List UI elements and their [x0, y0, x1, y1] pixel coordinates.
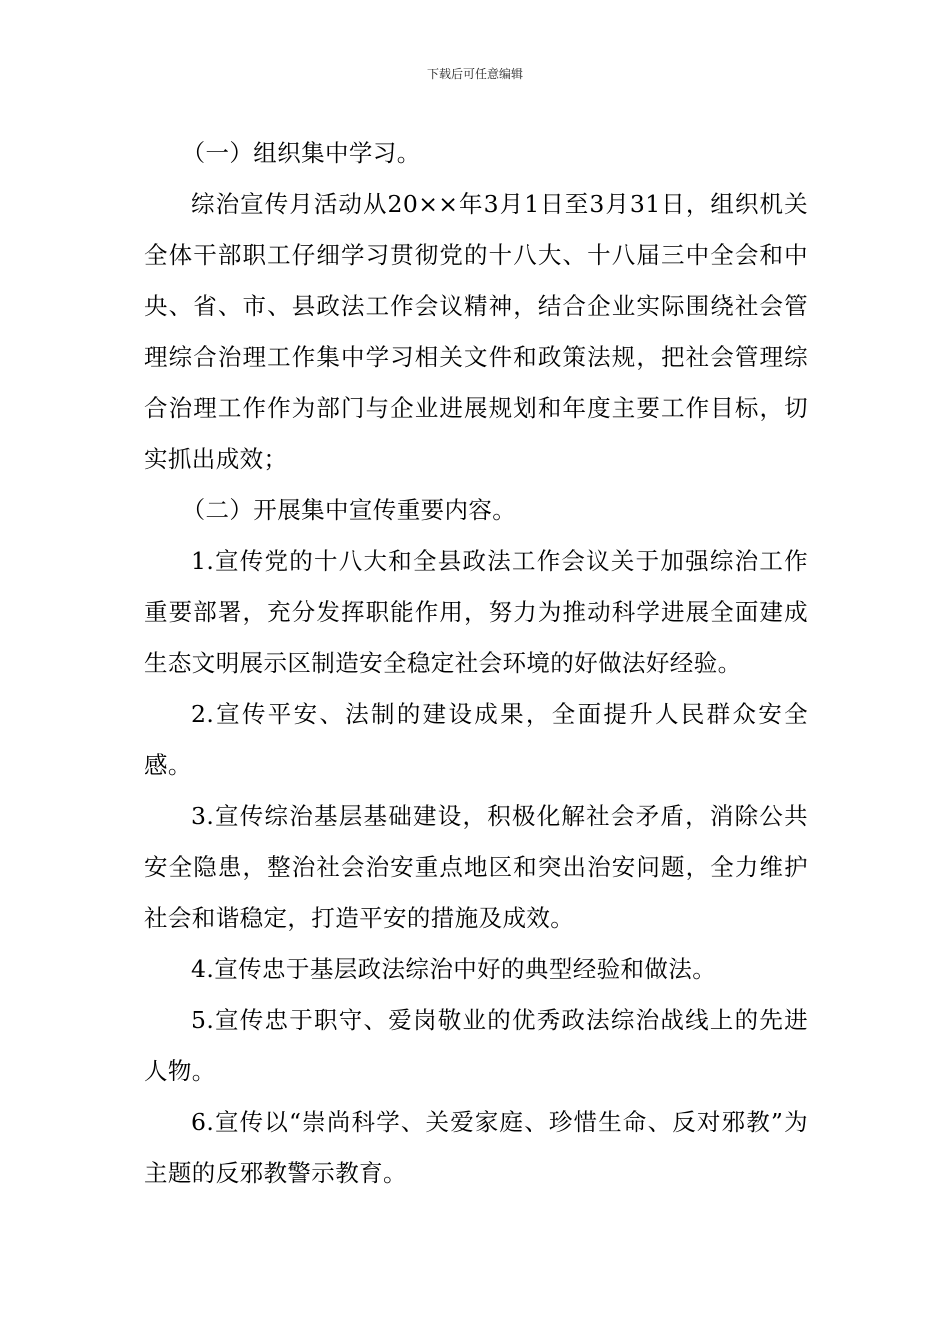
paragraph-study: 综治宣传月活动从20××年3月1日至3月31日，组织机关全体干部职工仔细学习贯彻党的十八大、十八届三中全会和中央、省、市、县政法工作会议精神，结合企业实际围绕社会管理综合治理工作集中学习相关文件和政策法规，把社会管理综合治理工作作为部门与企业进展规划和年度主要工作目标，切实抓出成效；	[144, 190, 808, 473]
list-item-5: 5.宣传忠于职守、爱岗敬业的优秀政法综治战线上的先进人物。	[144, 1006, 808, 1085]
list-item-2: 2.宣传平安、法制的建设成果，全面提升人民群众安全感。	[144, 700, 808, 779]
list-item-3: 3.宣传综治基层基础建设，积极化解社会矛盾，消除公共安全隐患，整治社会治安重点地区和突出治安问题，全力维护社会和谐稳定，打造平安的措施及成效。	[144, 802, 808, 932]
document-body	[144, 128, 808, 1199]
section-heading-1: （一）组织集中学习。	[181, 139, 421, 167]
list-item-6: 6.宣传以“崇尚科学、关爱家庭、珍惜生命、反对邪教”为主题的反邪教警示教育。	[144, 1108, 808, 1187]
section-heading-2: （二）开展集中宣传重要内容。	[181, 496, 517, 524]
list-item-1: 1.宣传党的十八大和全县政法工作会议关于加强综治工作重要部署，充分发挥职能作用，努力为推动科学进展全面建成生态文明展示区制造安全稳定社会环境的好做法好经验。	[144, 547, 808, 677]
list-item-4: 4.宣传忠于基层政法综治中好的典型经验和做法。	[191, 955, 717, 983]
page-header: 下载后可任意编辑	[426, 67, 523, 81]
